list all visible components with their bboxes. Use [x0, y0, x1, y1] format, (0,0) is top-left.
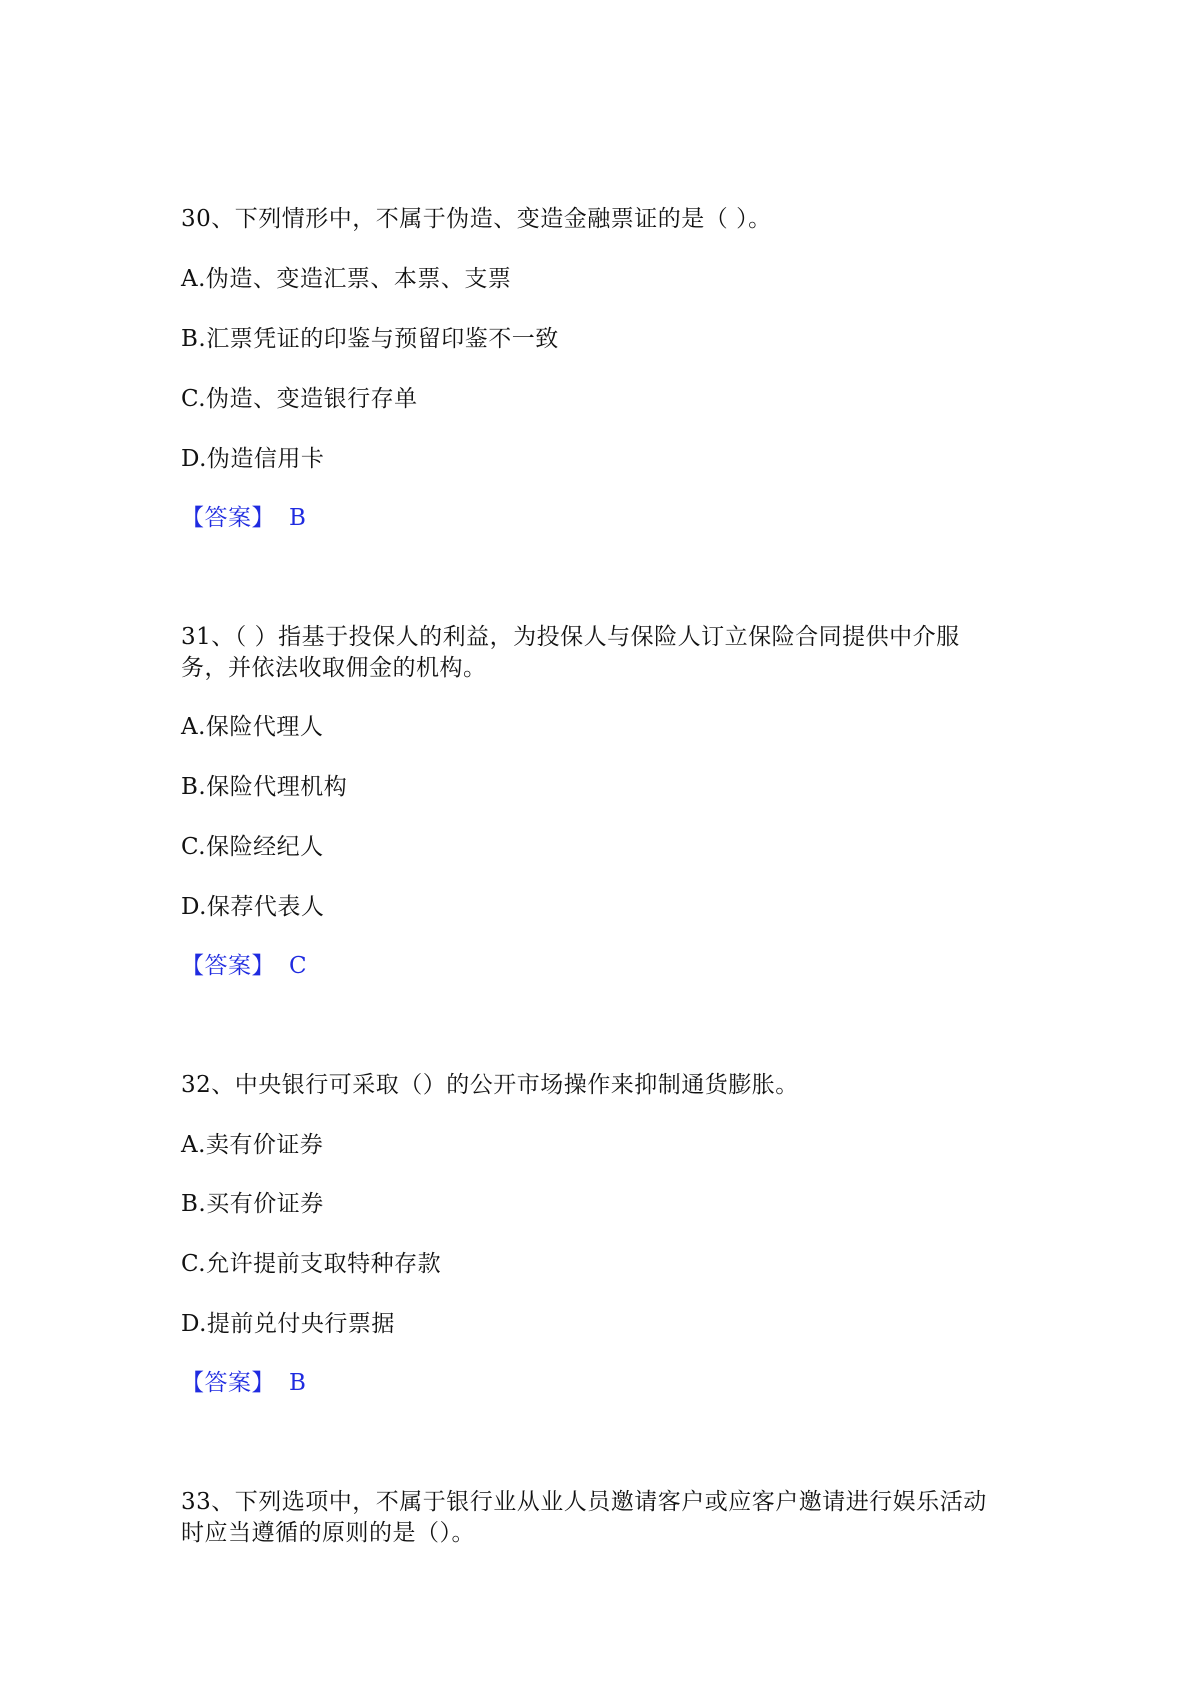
question-30-option-a: A.伪造、变造汇票、本票、支票 [181, 266, 512, 292]
question-30-option-c: C.伪造、变造银行存单 [181, 386, 418, 412]
question-32-answer [181, 1368, 306, 1398]
answer-label: 【答案】 [181, 505, 275, 531]
question-32-option-b: B.买有价证券 [181, 1191, 324, 1217]
question-31-stem-line-1: 31、（ ）指基于投保人的利益，为投保人与保险人订立保险合同提供中介服 [181, 624, 960, 650]
question-30-option-b: B.汇票凭证的印鉴与预留印鉴不一致 [181, 326, 559, 352]
question-32-option-d: D.提前兑付央行票据 [181, 1311, 395, 1337]
answer-value: B [289, 505, 307, 531]
question-31-option-d: D.保荐代表人 [181, 894, 325, 920]
question-31-option-a: A.保险代理人 [181, 714, 324, 740]
question-32-option-a: A.卖有价证券 [181, 1132, 324, 1158]
question-31-option-b: B.保险代理机构 [181, 774, 348, 800]
question-30-stem: 30、下列情形中，不属于伪造、变造金融票证的是（ ）。 [181, 206, 772, 232]
question-30-option-d: D.伪造信用卡 [181, 446, 325, 472]
answer-value: B [289, 1370, 307, 1396]
question-33-stem-line-1: 33、下列选项中，不属于银行业从业人员邀请客户或应客户邀请进行娱乐活动 [181, 1489, 987, 1515]
question-33-stem-line-2: 时应当遵循的原则的是（）。 [181, 1520, 475, 1546]
question-31-answer [181, 951, 307, 981]
question-31-stem-line-2: 务，并依法收取佣金的机构。 [181, 655, 487, 681]
answer-label: 【答案】 [181, 953, 275, 979]
question-32-option-c: C.允许提前支取特种存款 [181, 1251, 442, 1277]
question-32-stem: 32、中央银行可采取（）的公开市场操作来抑制通货膨胀。 [181, 1072, 799, 1098]
answer-value: C [289, 953, 308, 979]
answer-label: 【答案】 [181, 1370, 275, 1396]
question-31-option-c: C.保险经纪人 [181, 834, 324, 860]
question-30-answer [181, 503, 306, 533]
